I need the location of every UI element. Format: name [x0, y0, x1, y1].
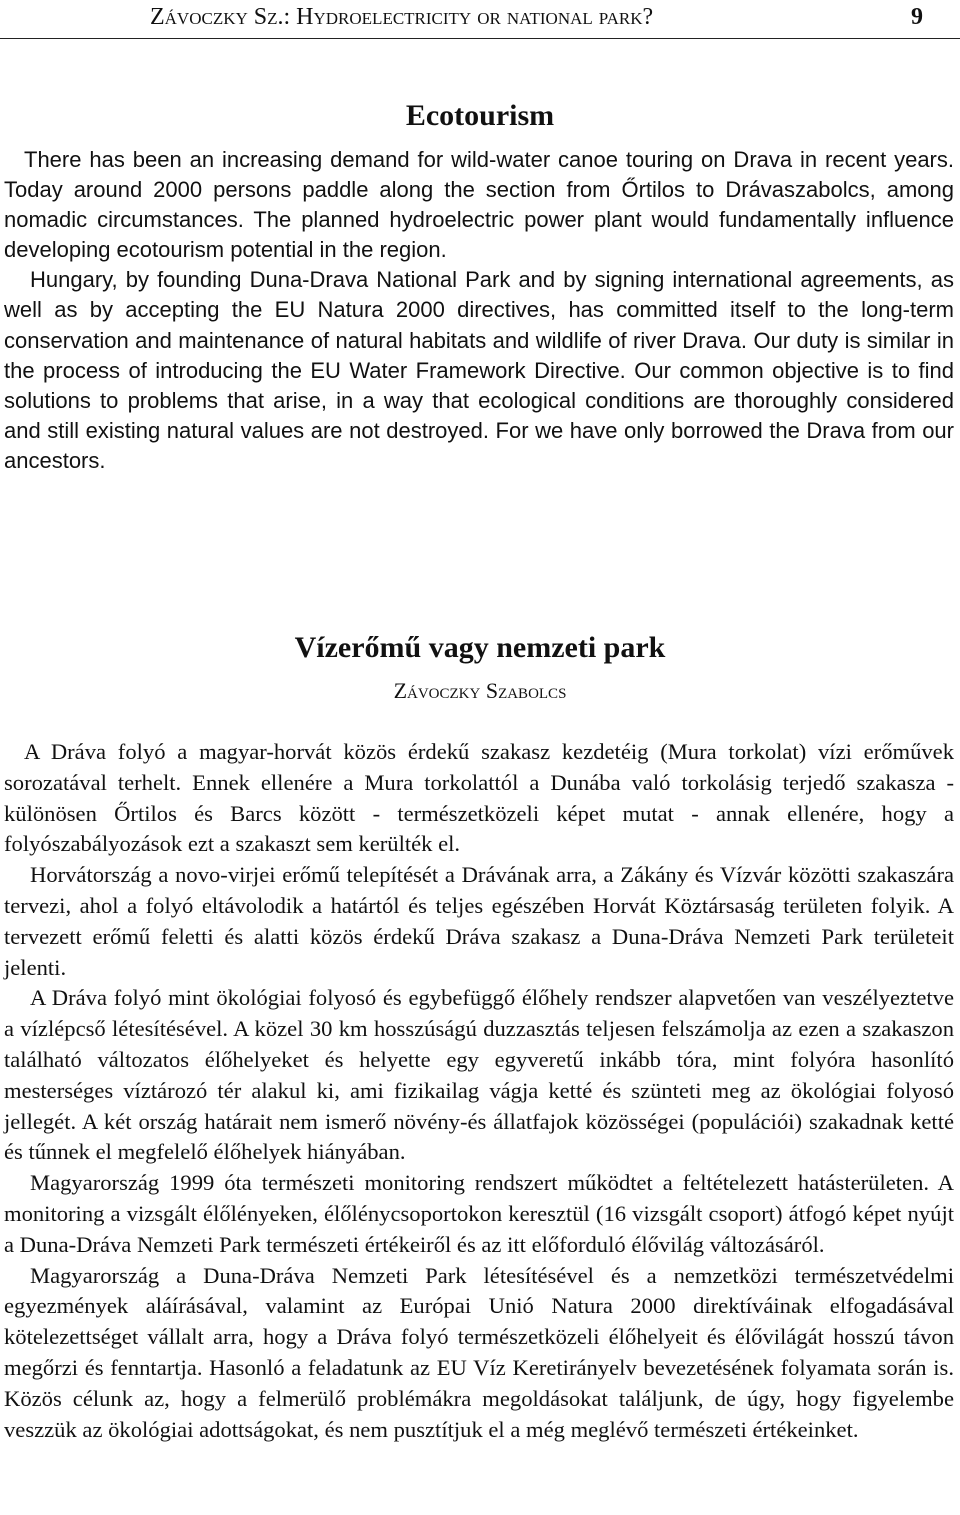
- section-title-ecotourism: Ecotourism: [405, 98, 555, 132]
- paragraph: Magyarország a Duna-Dráva Nemzeti Park létesítésével és a nemzetközi természetvédelmi egyezmények aláírásával, valamint az Európai Unió Natura 2000 direktíváinak elfogadásával kötelezettséget vállalt arra, hogy a Dráva folyó természetközeli élőhelyeit és élővilágát hosszú távon megőrzi és fenntartja. Hasonló a feladatunk az EU Víz Keretirányelv bevezetésének folyamata során is. Közös célunk az, hogy a felmerülő problémákra megoldásokat találjunk, de úgy, hogy figyelembe veszzük az ökológiai adottságokat, és nem pusztítjuk el a még meglévő természeti értékeinket.: [4, 1262, 954, 1442]
- paragraph: There has been an increasing demand for wild-water canoe touring on Drava in recent years. Today around 2000 persons paddle along the section from Őrtilos to Drávaszabolcs, among nomadic circumstances. The planned hydroelectric power plant would fundamentally influence developing ecotourism potential in the region.: [4, 147, 954, 263]
- ecotourism-body: [4, 145, 954, 476]
- running-head-title: Závoczky Sz.: Hydroelectricity or national park?: [150, 4, 654, 30]
- paragraph: A Dráva folyó mint ökológiai folyosó és egybefüggő élőhely rendszer alapvetően van veszélyeztetve a vízlépcső létesítésével. A közel 30 km hosszúságú duzzasztás teljesen felszámolja az ezen a szakaszon található változatos élőhelyeket és helyette egy egyveretű inkább tóra, mint folyóra hasonlító mesterséges víztározó tér alakul ki, ami fizikailag vágja ketté és szünteti meg az ökológiai folyosó jellegét. A két ország határait nem ismerő növény-és állatfajok közösségei (populációi) szakadnak ketté és tűnnek el megfelelő élőhelyek hiányában.: [4, 985, 954, 1165]
- paragraph: Horvátország a novo-virjei erőmű telepítését a Drávának arra, a Zákány és Vízvár közötti szakaszára tervezi, ahol a folyó eltávolodik a határtól és teljes egészében Horvát Köztársaság területen folyik. A tervezett erőmű feletti és alatti közös érdekű Dráva szakasz a Duna-Dráva Nemzeti Park területeit jelenti.: [4, 862, 954, 980]
- paragraph: A Dráva folyó a magyar-horvát közös érdekű szakasz kezdetéig (Mura torkolat) vízi erőművek sorozatával terhelt. Ennek ellenére a Mura torkolattól a Dunába való torkolásig terjedő szakasza - különösen Őrtilos és Barcs között - természetközeli képet mutat - annak ellenére, hogy a folyószabályozások ezt a szakaszt sem kerülték el.: [4, 739, 954, 857]
- running-head: [0, 0, 960, 39]
- hungarian-summary-title: Vízerőmű vagy nemzeti park: [294, 630, 666, 664]
- page-number: 9: [911, 4, 923, 30]
- paragraph: Magyarország 1999 óta természeti monitoring rendszert működtet a feltételezett hatásterületen. A monitoring a vizsgált élőlényeken, élőlénycsoportokon keresztül (16 vizsgált csoport) átfogó képet nyújt a Duna-Dráva Nemzeti Park természeti értékeiről és az itt előforduló élővilág változásáról.: [4, 1170, 954, 1257]
- paragraph: Hungary, by founding Duna-Drava National Park and by signing international agreements, as well as by accepting the EU Natura 2000 directives, has committed itself to the long-term conservation and maintenance of natural habitats and wildlife of river Drava. Our duty is similar in the process of introducing the EU Water Framework Directive. Our common objective is to find solutions to problems that arise, in a way that ecological conditions are thoroughly considered and still existing natural values are not destroyed. For we have only borrowed the Drava from our ancestors.: [4, 267, 954, 473]
- author-name: Závoczky Szabolcs: [393, 678, 567, 703]
- hungarian-summary-body: [4, 737, 954, 1445]
